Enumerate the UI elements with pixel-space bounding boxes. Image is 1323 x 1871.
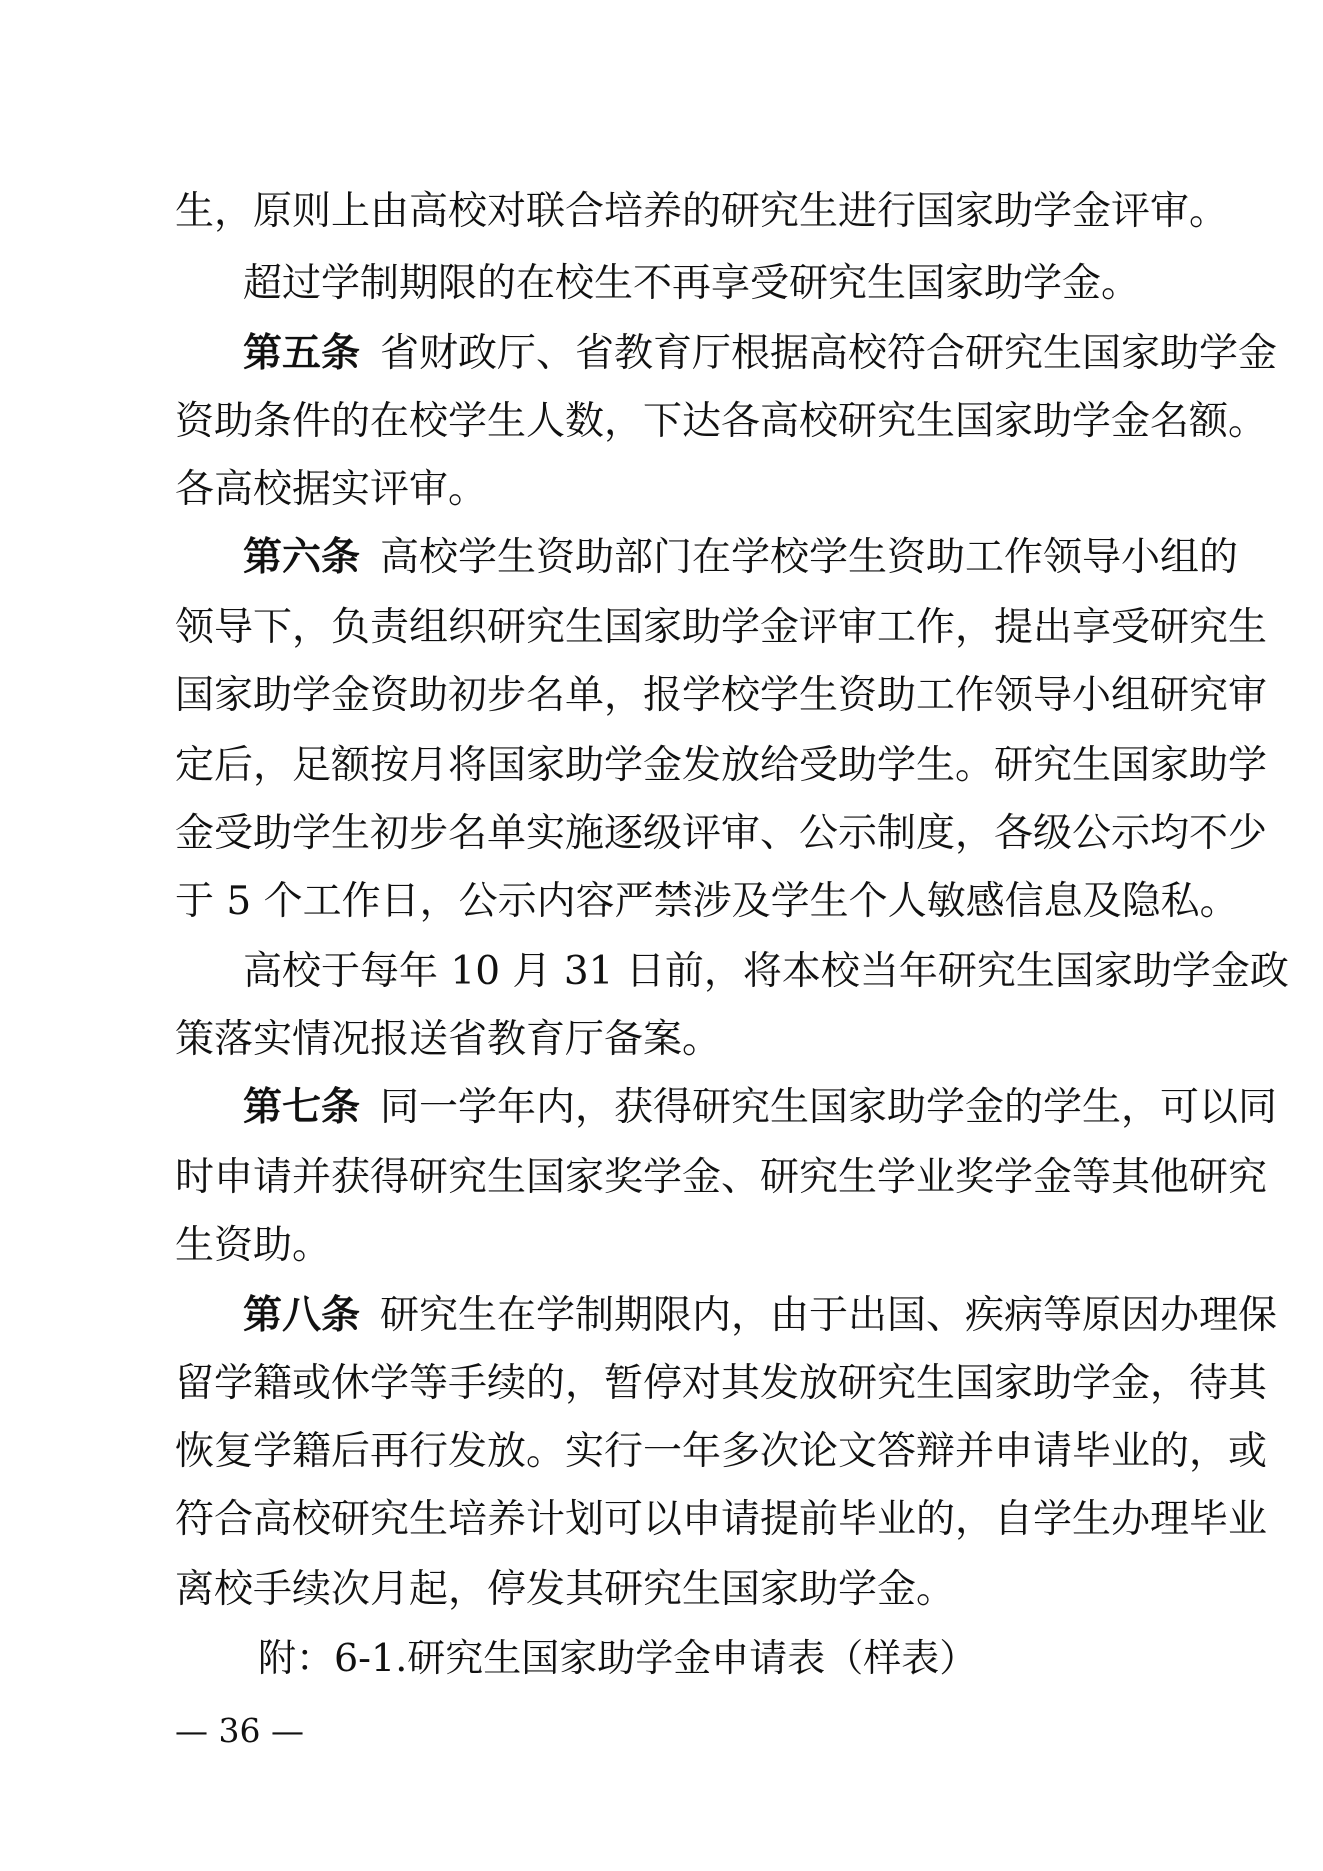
article-7-line [243,1076,1277,1140]
text-line: 时申请并获得研究生国家奖学金、研究生学业奖学金等其他研究 [175,1155,1268,1200]
text-line: 于 5 个工作日，公示内容严禁涉及学生个人敏感信息及隐私。 [175,879,1239,924]
article-heading: 第五条 [243,331,361,376]
text-line: 留学籍或休学等手续的，暂停对其发放研究生国家助学金，待其 [175,1361,1268,1406]
article-heading: 第六条 [243,535,361,580]
article-8-line [243,1284,1277,1348]
text-line: 离校手续次月起，停发其研究生国家助学金。 [175,1567,956,1612]
text-line: 策落实情况报送省教育厅备案。 [175,1017,722,1062]
article-text: 省财政厅、省教育厅根据高校符合研究生国家助学金 [380,331,1278,376]
text-line: 生资助。 [175,1223,332,1268]
page-number: — 36 — [175,1711,304,1750]
text-line: 符合高校研究生培养计划可以申请提前毕业的，自学生办理毕业 [175,1497,1268,1542]
text-line: 生，原则上由高校对联合培养的研究生进行国家助学金评审。 [175,189,1229,234]
article-text: 同一学年内，获得研究生国家助学金的学生，可以同 [380,1085,1278,1130]
text-line: 各高校据实评审。 [175,467,488,512]
article-heading: 第七条 [243,1085,361,1130]
text-line: 国家助学金资助初步名单，报学校学生资助工作领导小组研究审 [175,673,1268,718]
text-line: 金受助学生初步名单实施逐级评审、公示制度，各级公示均不少 [175,811,1268,856]
text-line: 资助条件的在校学生人数，下达各高校研究生国家助学金名额。 [175,399,1268,444]
article-text: 高校学生资助部门在学校学生资助工作领导小组的 [380,535,1239,580]
text-line: 领导下，负责组织研究生国家助学金评审工作，提出享受研究生 [175,605,1268,650]
article-heading: 第八条 [243,1293,361,1338]
text-line: 超过学制期限的在校生不再享受研究生国家助学金。 [243,261,1141,306]
text-line: 定后，足额按月将国家助学金发放给受助学生。研究生国家助学 [175,743,1268,788]
article-6-line [243,526,1238,590]
text-line: 恢复学籍后再行发放。实行一年多次论文答辩并申请毕业的，或 [175,1429,1268,1474]
article-5-line [243,322,1277,386]
text-line: 高校于每年 10 月 31 日前，将本校当年研究生国家助学金政 [243,949,1289,994]
article-text: 研究生在学制期限内，由于出国、疾病等原因办理保 [380,1293,1278,1338]
attachment-note: 附：6-1.研究生国家助学金申请表（样表） [258,1636,978,1680]
